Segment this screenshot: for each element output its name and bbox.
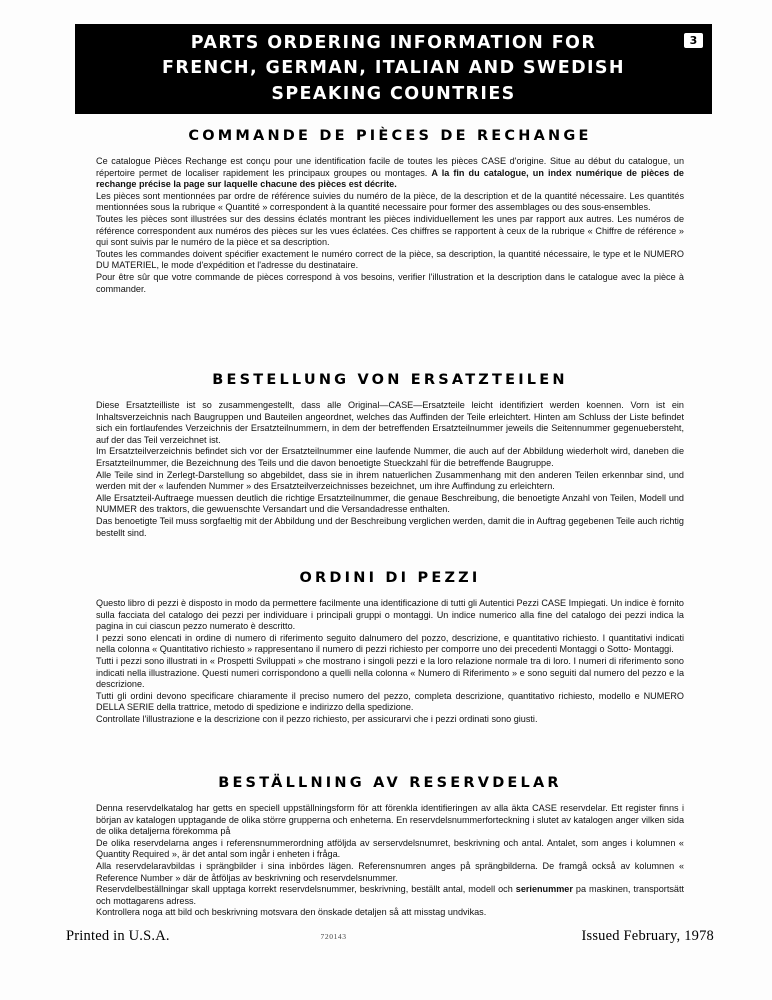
paragraph-german-4-text: Alle Ersatzteil-Auftraege muessen deutlich die richtige Ersatzteilnummer, die genaue Beschreibung, die benoetigte Anzahl von Teilen, Modell und NUMMER des traktors, die gewuenschte Versandart und die Versandadresse enthalten.: [96, 492, 684, 515]
paragraph-german-3-text: Alle Teile sind in Zerlegt-Darstellung so abgebildet, dass sie in ihrem natuerlichen Zusammenhang mit den anderen Teilen erkennbar sind, und werden mit der « laufenden Nummer » des Ersatzteilverzeichnisses bezeichnet, um ihre Auffindung zu erleichtern.: [96, 469, 684, 492]
paragraph-italian-2: [96, 633, 684, 656]
section-french: [96, 128, 684, 295]
paragraph-swedish-1: [96, 803, 684, 838]
paragraph-swedish-3-text: Alla reservdelaravbildas i sprängbilder i sina inbördes lägen. Referensnumren anges på sprängbilderna. De framgå också av kolumnen « Reference Number » där de åtföljas av beskrivning och reservdelsnummer.: [96, 860, 684, 883]
paragraph-italian-4: [96, 691, 684, 714]
paragraph-german-4: [96, 493, 684, 516]
footer-printed-in: Printed in U.S.A.: [66, 928, 170, 944]
paragraph-italian-3-text: Tutti i pezzi sono illustrati in « Prospetti Sviluppati » che mostrano i singoli pezzi e la loro relazione normale tra di loro. I numeri di riferimento sono indicati nella illustrazione. Questi numeri corrispondono a quelli nella colonna « Numero di Riferimento » e sono seguiti dal numero del pezzo e la descrizione.: [96, 655, 684, 690]
section-title-french: COMMANDE DE PIÈCES DE RECHANGE: [188, 128, 592, 144]
banner-line-3: SPEAKING COUNTRIES: [271, 83, 516, 104]
paragraph-french-5: [96, 272, 684, 295]
paragraph-german-1: [96, 400, 684, 446]
section-swedish: [96, 775, 684, 919]
paragraph-german-5: [96, 516, 684, 539]
paragraph-french-1: [96, 156, 684, 191]
section-title-swedish: BESTÄLLNING AV RESERVDELAR: [218, 775, 562, 791]
paragraph-german-2-text: Im Ersatzteilverzeichnis befindet sich vor der Ersatzteilnummer eine laufende Nummer, die auch auf der Abbildung wiederholt wird, daneben die Ersatzteilnummer, die Bezeichnung des Teils und die davon benoetigte Stueckzahl für die betreffende Baugruppe.: [96, 446, 684, 468]
paragraph-italian-3: [96, 656, 684, 691]
footer-issued-date: Issued February, 1978: [581, 928, 714, 944]
paragraph-french-2-text: Les pièces sont mentionnées par ordre de référence suivies du numéro de la pièce, de la description et de la quantité nécessaire. Les quantités mentionnées sous la rubrique « Quantité » correspondent à la quantité necessaire pour former des assemblages ou des sous-ensembles.: [96, 190, 684, 213]
paragraph-swedish-3: [96, 861, 684, 884]
paragraph-french-2: [96, 191, 684, 214]
paragraph-french-4: [96, 249, 684, 272]
paragraph-italian-5-text: Controllate l'illustrazione e la descrizione con il pezzo richiesto, per assicurarvi che i pezzi ordinati sono giusti.: [96, 713, 538, 724]
paragraph-italian-1-text: Questo libro di pezzi è disposto in modo da permettere facilmente una identificazione di tutti gli Autentici Pezzi CASE Impiegati. Un indice è fornito sulla facciata del catalogo dei pezzi per individuare i principali gruppi o montaggi. Un indice numerico alla fine del catalogo dei pezzi indica la pagina in cui ciascun pezzo numerato è descritto.: [96, 598, 684, 632]
paragraph-french-5-text: Pour être sûr que votre commande de pièces correspond à vos besoins, verifier l'illustration et la description dans le catalogue avec la pièce à commander.: [96, 271, 684, 294]
paragraph-french-1-text: Ce catalogue Pièces Rechange est conçu pour une identification facile de toutes les pièces CASE d'origine. Situe au début du catalogue, un répertoire permet de localiser rapidement les principaux groupes ou montages. A la fin du catalogue, un index numérique de pièces de rechange précise la page sur laquelle chacune des pièces est décrite.: [96, 156, 684, 190]
page-number-value: 3: [689, 34, 698, 47]
paragraph-german-5-text: Das benoetigte Teil muss sorgfaeltig mit der Abbildung und der Beschreibung verglichen werden, damit die in Auftrag gegebenen Teile auch richtig bestellt sind.: [96, 515, 684, 538]
paragraph-swedish-2: [96, 838, 684, 861]
paragraph-swedish-1-text: Denna reservdelkatalog har getts en speciell uppställningsform för att förenkla identifieringen av alla äkta CASE reservdelar. Ett register finns i början av katalogen upptagande de olika större grupperna och enheterna. En reservdelsnummerforteckning i slutet av katalogen anger vilken sida de olika detaljerna förekomma på: [96, 803, 684, 837]
paragraph-italian-2-text: I pezzi sono elencati in ordine di numero di riferimento seguito dalnumero del pozzo, descrizione, e quantitativo richiesto. I quantitativi indicati nella colonna « Quantitativo richiesto » rappresentano il numero di pezzi richiesto per comporre uno dei precedenti Montaggi o Sotto- Montaggi.: [96, 632, 684, 655]
paragraph-italian-5: [96, 714, 684, 726]
banner-line-1: PARTS ORDERING INFORMATION FOR: [190, 32, 597, 53]
banner-line-2: FRENCH, GERMAN, ITALIAN AND SWEDISH: [162, 58, 625, 79]
page-number-badge: [684, 33, 703, 48]
paragraph-swedish-4-text: Reservdelbeställningar skall upptaga korrekt reservdelsnummer, beskrivning, beställt antal, modell och serienummer pa maskinen, transportsätt och mottagarens adress.: [96, 884, 685, 906]
section-german: [96, 372, 684, 539]
section-title-german: BESTELLUNG VON ERSATZTEILEN: [212, 372, 568, 388]
paragraph-german-2: [96, 446, 684, 469]
page-footer: [66, 928, 714, 945]
paragraph-swedish-5-text: Kontrollera noga att bild och beskrivning motsvara den önskade detaljen så att misstag undvikas.: [96, 907, 487, 918]
paragraph-swedish-5: [96, 907, 684, 919]
section-title-italian: ORDINI DI PEZZI: [299, 570, 481, 586]
paragraph-german-3: [96, 470, 684, 493]
footer-form-number: 720143: [320, 932, 347, 941]
header-banner: [75, 24, 712, 114]
paragraph-french-3: [96, 214, 684, 249]
paragraph-italian-4-text: Tutti gli ordini devono specificare chiaramente il preciso numero del pezzo, completa descrizione, quantitativo richiesto, modello e NUMERO DELLA SERIE della trattrice, metodo di spedizione e indirizzo della spedizione.: [96, 690, 684, 713]
paragraph-french-3-text: Toutes les pièces sont illustrées sur des dessins éclatés montrant les pièces individuellement les unes par rapport aux autres. Les numéros de référence correspondent aux numéros des pièces sur les vues éclatées. Ces chiffres se rapportent à ceux de la rubrique « Chiffre de référence » qui sont suivis par le numéro de la pièce et sa description.: [96, 213, 684, 248]
section-italian: [96, 570, 684, 726]
paragraph-italian-1: [96, 598, 684, 633]
paragraph-swedish-2-text: De olika reservdelarna anges i referensnummerordning atföljda av serservdelsnumret, beskrivning och antal. Antalet, som anges i kolumnen « Quantity Required », är det antal som ingår i enheten i fråga.: [96, 837, 684, 860]
paragraph-french-4-text: Toutes les commandes doivent spécifier exactement le numéro correct de la pièce, sa description, la quantité nécessaire, le type et le NUMERO DU MATERIEL, le mode d'expédition et l'adresse du destinataire.: [96, 248, 684, 271]
paragraph-german-1-text: Diese Ersatzteilliste ist so zusammengestellt, dass alle Original—CASE—Ersatzteile leicht identifiziert werden koennen. Vorn ist ein Inhaltsverzeichnis nach Baugruppen und Bauteilen angeordnet, welches das Auffinden der Teile erleichtert. Hinten am Schluss der Liste befindet sich ein fortlaufendes Verzeichnis der Ersatzteilnummern, in dem der betreffenden Ersatzteilnummer jeweils die Seitennummer gegenuebersteht, auf der das Teil verzeichnet ist.: [96, 400, 684, 445]
paragraph-swedish-4: [96, 884, 684, 907]
